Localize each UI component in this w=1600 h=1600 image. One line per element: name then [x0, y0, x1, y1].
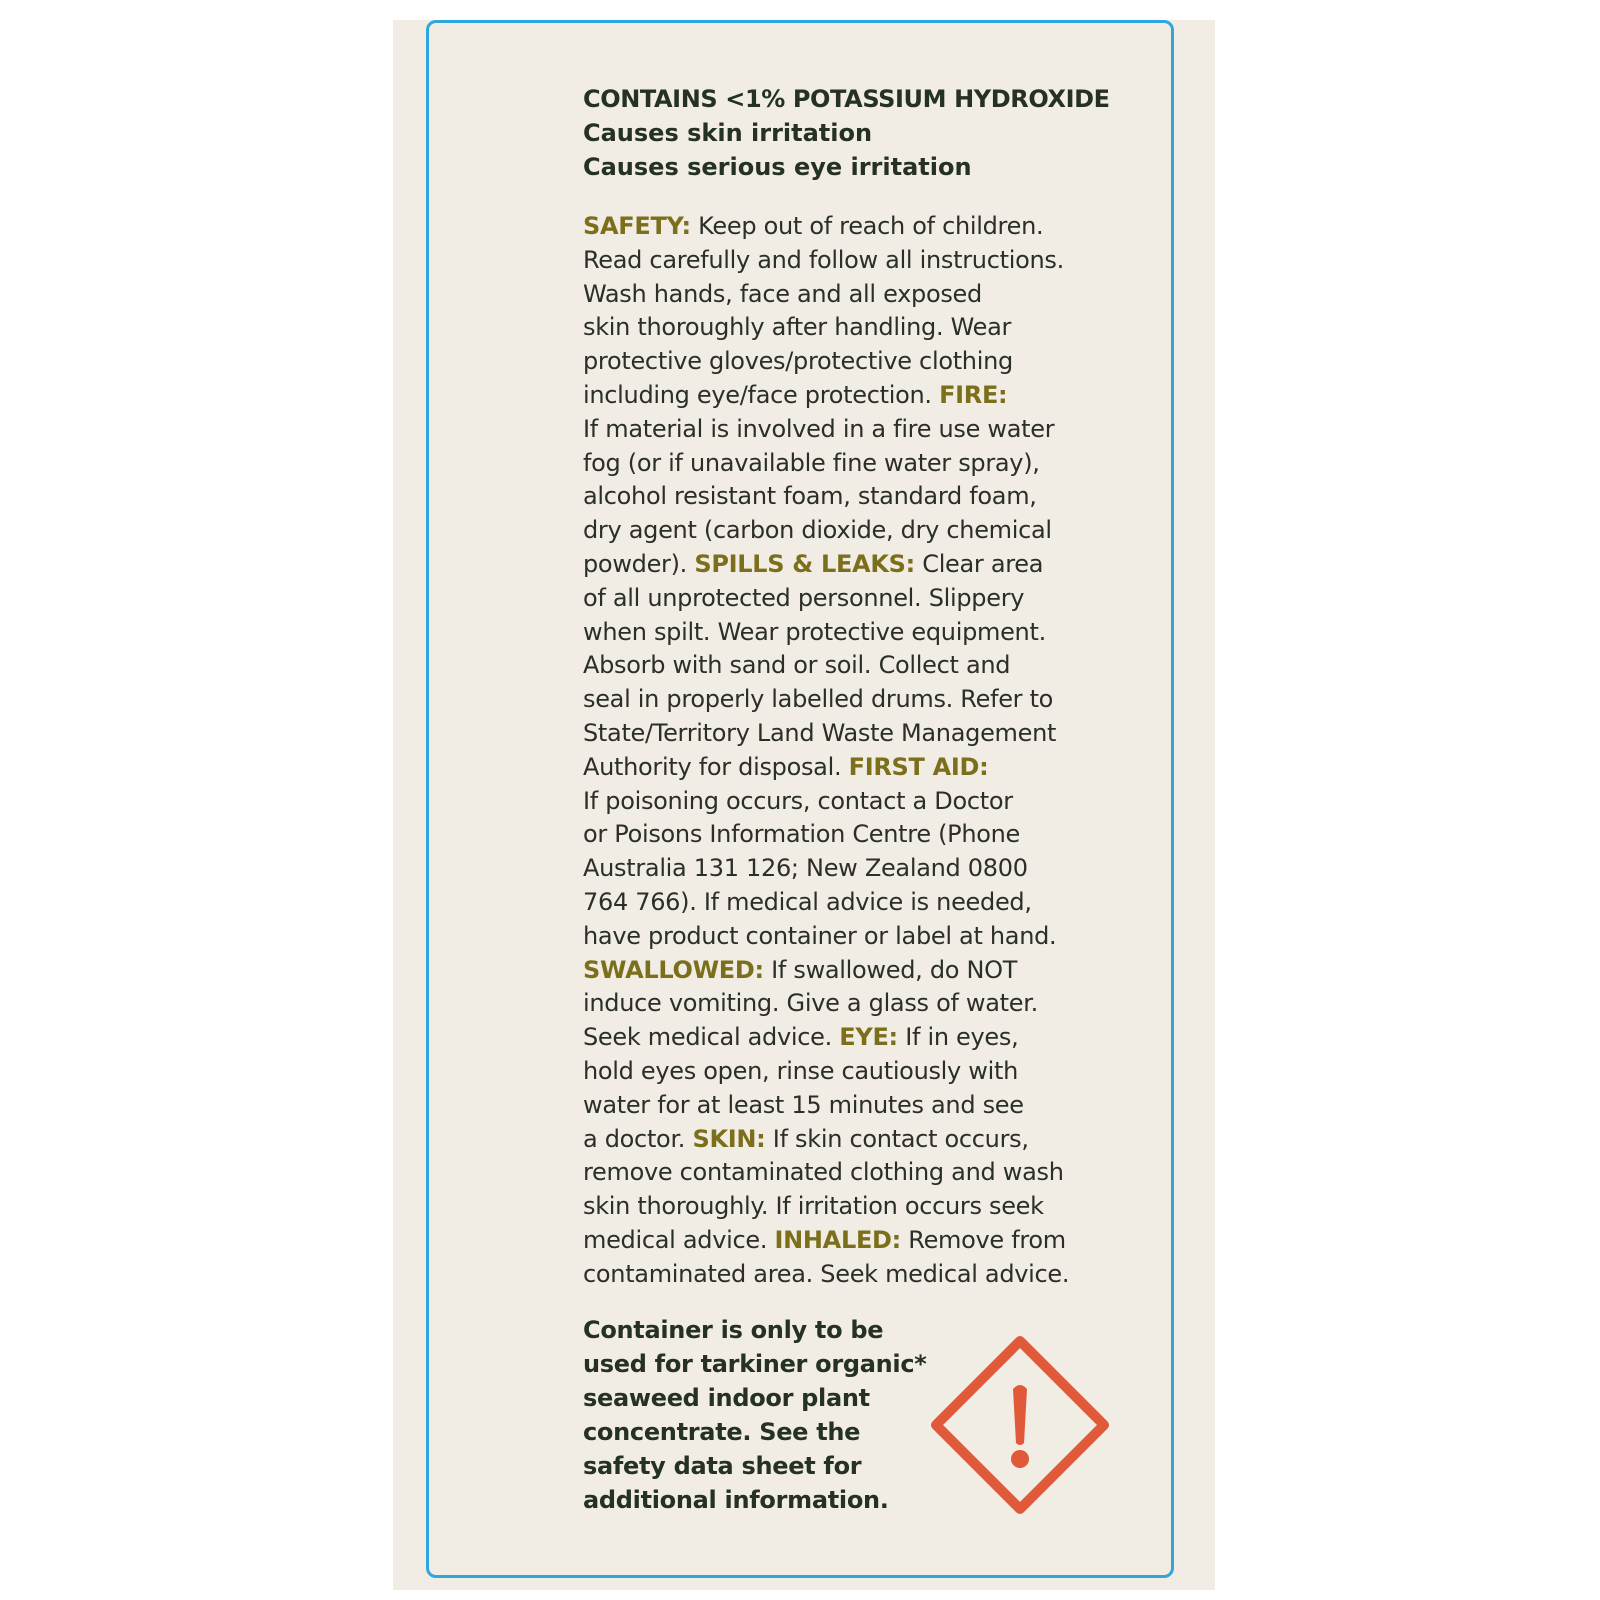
safety-instructions — [583, 210, 1143, 1292]
label-content — [583, 82, 1143, 1292]
text-span: a doctor. — [583, 1124, 693, 1153]
text-span: If swallowed, do NOT — [763, 955, 1018, 984]
spills-leaks-heading: SPILLS & LEAKS: — [694, 549, 915, 578]
text-line: fog (or if unavailable fine water spray), — [583, 448, 1040, 477]
text-span: Clear area — [914, 549, 1044, 578]
eye-heading: EYE: — [839, 1023, 898, 1052]
skin-heading: SKIN: — [692, 1124, 766, 1153]
text-line: Australia 131 126; New Zealand 0800 — [583, 854, 1028, 883]
inhaled-heading: INHALED: — [774, 1225, 901, 1254]
text-span: If skin contact occurs, — [765, 1124, 1029, 1153]
text-line: or Poisons Information Centre (Phone — [583, 820, 1021, 849]
text-line: used for tarkiner organic* — [583, 1350, 927, 1378]
text-line: skin thoroughly after handling. Wear — [583, 313, 1012, 342]
text-line: concentrate. See the — [583, 1418, 861, 1446]
text-span: Seek medical advice. — [583, 1023, 840, 1052]
text-line: State/Territory Land Waste Management — [583, 718, 1057, 747]
text-line — [583, 548, 1143, 582]
text-line: remove contaminated clothing and wash — [583, 1158, 1064, 1187]
text-line: additional information. — [583, 1486, 889, 1514]
swallowed-heading: SWALLOWED: — [583, 955, 764, 984]
text-line — [583, 1123, 1143, 1157]
text-line: If poisoning occurs, contact a Doctor — [583, 786, 1013, 815]
text-line: have product container or label at hand. — [583, 921, 1057, 950]
text-line: protective gloves/protective clothing — [583, 347, 1013, 376]
text-line: skin thoroughly. If irritation occurs seek — [583, 1192, 1044, 1221]
text-line — [583, 954, 1143, 988]
text-line: safety data sheet for — [583, 1452, 862, 1480]
text-span: Keep out of reach of children. — [690, 212, 1044, 240]
text-line: water for at least 15 minutes and see — [583, 1090, 1024, 1119]
skin-irritation-line: Causes skin irritation — [583, 119, 873, 147]
text-line: induce vomiting. Give a glass of water. — [583, 989, 1038, 1018]
text-span: including eye/face protection. — [583, 380, 940, 409]
text-line: Wash hands, face and all exposed — [583, 279, 982, 308]
contains-line: CONTAINS <1% POTASSIUM HYDROXIDE — [583, 85, 1110, 113]
hazard-statement — [583, 82, 1143, 184]
text-line: hold eyes open, rinse cautiously with — [583, 1056, 1018, 1085]
text-line — [583, 1021, 1143, 1055]
text-line: of all unprotected personnel. Slippery — [583, 583, 1025, 612]
text-span: Authority for disposal. — [583, 752, 849, 781]
text-line: when spilt. Wear protective equipment. — [583, 617, 1046, 646]
text-line: If material is involved in a fire use water — [583, 414, 1055, 443]
safety-heading: SAFETY: — [583, 212, 691, 240]
fire-heading: FIRE: — [939, 380, 1008, 409]
text-line — [583, 751, 1143, 785]
text-line — [583, 379, 1143, 413]
text-line: seal in properly labelled drums. Refer to — [583, 685, 1054, 714]
text-span: If in eyes, — [897, 1023, 1019, 1052]
text-line: Absorb with sand or soil. Collect and — [583, 651, 1011, 680]
text-line: dry agent (carbon dioxide, dry chemical — [583, 516, 1052, 545]
text-line: 764 766). If medical advice is needed, — [583, 887, 1032, 916]
exclamation-hazard-icon — [930, 1335, 1110, 1515]
text-span: medical advice. — [583, 1225, 775, 1254]
text-line: Container is only to be — [583, 1316, 884, 1344]
text-span: powder). — [583, 549, 695, 578]
text-line: contaminated area. Seek medical advice. — [583, 1259, 1070, 1288]
eye-irritation-line: Causes serious eye irritation — [583, 153, 972, 181]
text-line: Read carefully and follow all instructions. — [583, 245, 1064, 274]
text-line: seaweed indoor plant — [583, 1384, 870, 1412]
container-usage-note — [583, 1313, 953, 1517]
first-aid-heading: FIRST AID: — [848, 752, 989, 781]
text-line: alcohol resistant foam, standard foam, — [583, 482, 1037, 511]
text-line — [583, 1224, 1143, 1258]
text-span: Remove from — [900, 1225, 1066, 1254]
text-line — [583, 210, 1143, 244]
